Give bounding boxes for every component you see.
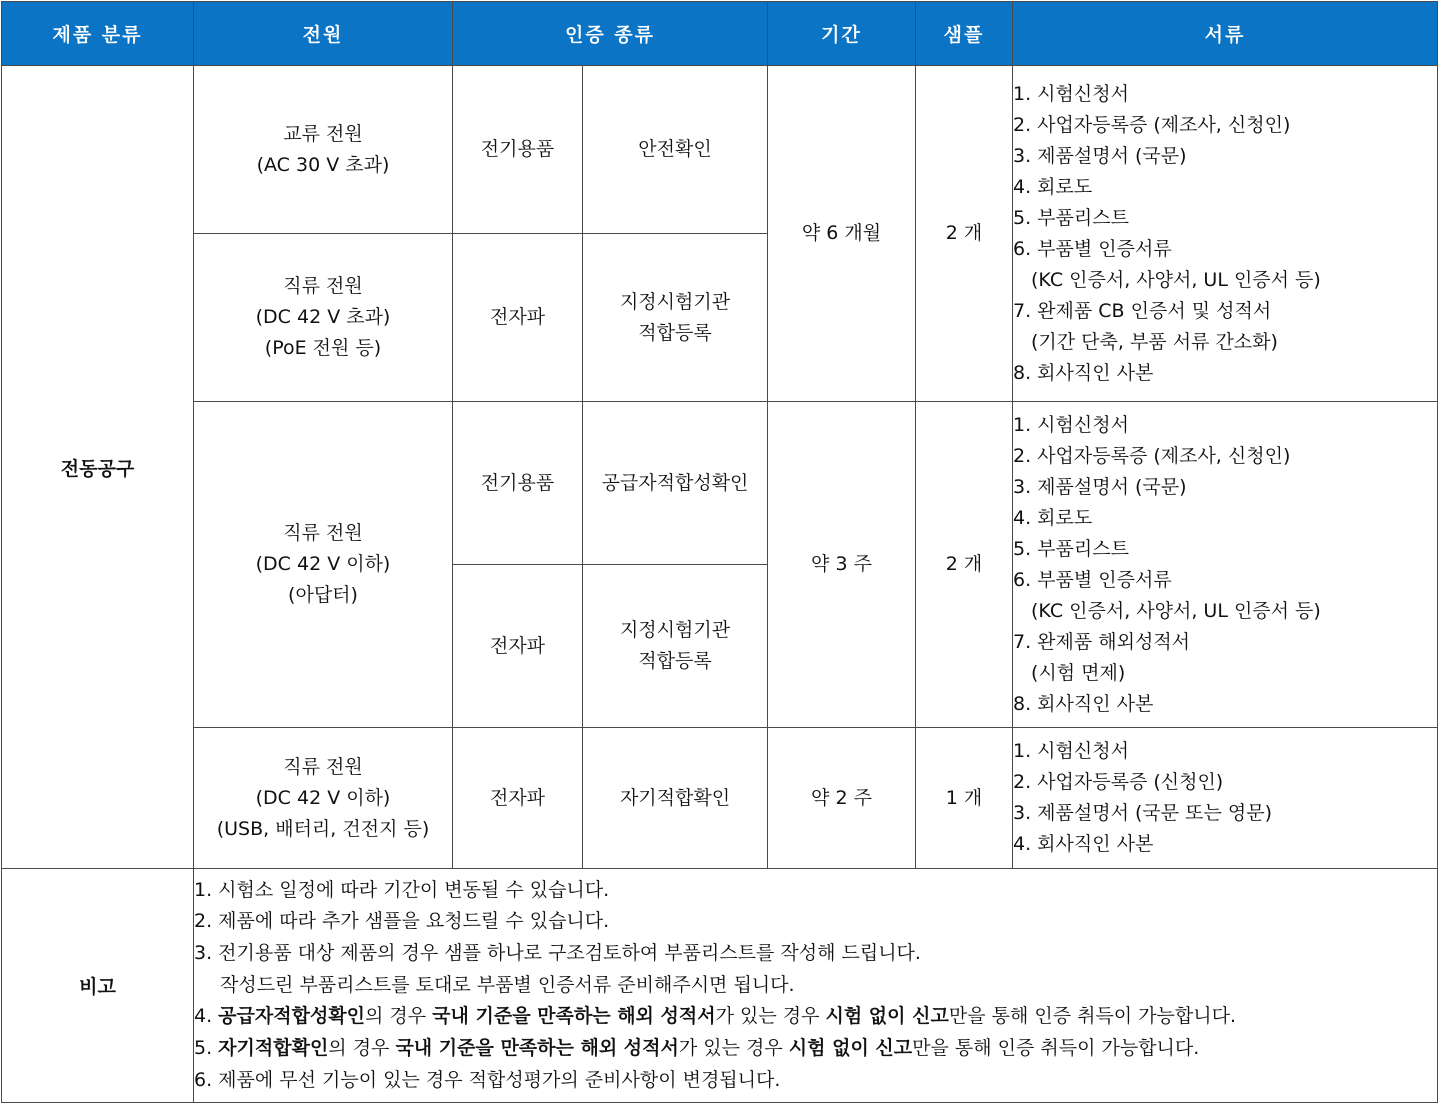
- cert-name-line: 안전확인: [638, 138, 712, 160]
- note-item: 1. 시험소 일정에 따라 기간이 변동될 수 있습니다.: [194, 878, 610, 901]
- header-sample: 샘플: [916, 2, 1013, 66]
- document-item: 3. 제품설명서 (국문 또는 영문): [1013, 802, 1273, 824]
- document-item: 8. 회사직인 사본: [1013, 692, 1154, 715]
- header-cert-type: 인증 종류: [453, 2, 768, 66]
- notes-label: 비고: [2, 869, 194, 1103]
- sample-cell: 2 개: [916, 402, 1013, 728]
- power-line: (AC 30 V 초과): [256, 153, 390, 176]
- product-category-cell: 전동공구: [2, 66, 194, 869]
- note-emphasis: 공급자적합성확인: [218, 1005, 366, 1028]
- period-cell: 약 6 개월: [768, 66, 916, 402]
- power-line: 직류 전원: [283, 275, 363, 297]
- document-item-detail: (시험 면제): [1031, 661, 1126, 684]
- cert-name-line: 공급자적합성확인: [601, 471, 749, 494]
- note-item: 6. 제품에 무선 기능이 있는 경우 적합성평가의 준비사항이 변경됩니다.: [194, 1068, 781, 1091]
- documents-cell: [1013, 402, 1438, 728]
- power-line: 직류 전원: [283, 755, 363, 778]
- note-emphasis: 국내 기준을 만족하는 해외 성적서: [395, 1037, 679, 1060]
- note-text: 만을 통해 인증 취득이 가능합니다.: [912, 1037, 1200, 1060]
- cert-name-cell: [583, 234, 768, 402]
- note-emphasis: 시험 없이 신고: [825, 1005, 949, 1028]
- power-cell: [194, 402, 453, 728]
- document-item-detail: (기간 단축, 부품 서류 간소화): [1031, 330, 1278, 353]
- power-cell: [194, 66, 453, 234]
- cert-name-line: 자기적합확인: [619, 786, 731, 809]
- power-line: 직류 전원: [283, 522, 363, 544]
- table-row: [2, 728, 1438, 869]
- header-row: [2, 2, 1438, 66]
- document-item: 4. 회사직인 사본: [1013, 833, 1154, 855]
- cert-name-line: 적합등록: [638, 650, 712, 672]
- note-text: 가 있는 경우: [715, 1005, 826, 1028]
- document-item: 2. 사업자등록증 (제조사, 신청인): [1013, 113, 1291, 136]
- cert-name-cell: [583, 402, 768, 565]
- power-line: (USB, 배터리, 건전지 등): [216, 817, 430, 840]
- notes-cell: [194, 869, 1438, 1103]
- power-cell: [194, 234, 453, 402]
- header-documents: 서류: [1013, 2, 1438, 66]
- note-emphasis: 시험 없이 신고: [788, 1037, 913, 1060]
- notes-row: [2, 869, 1438, 1103]
- period-cell: 약 3 주: [768, 402, 916, 728]
- period-cell: 약 2 주: [768, 728, 916, 869]
- document-item-detail: (KC 인증서, 사양서, UL 인증서 등): [1031, 599, 1321, 622]
- cert-name-cell: [583, 728, 768, 869]
- cert-name-line: 적합등록: [638, 321, 712, 344]
- cert-category-cell: 전자파: [453, 234, 583, 402]
- note-item: 2. 제품에 따라 추가 샘플을 요청드릴 수 있습니다.: [194, 910, 610, 933]
- documents-cell: [1013, 728, 1438, 869]
- cert-category-cell: 전기용품: [453, 402, 583, 565]
- power-line: (PoE 전원 등): [264, 337, 382, 359]
- note-item: [194, 1001, 1437, 1033]
- note-item-continuation: 작성드린 부품리스트를 토대로 부품별 인증서류 준비해주시면 됩니다.: [220, 973, 795, 996]
- document-item: 5. 부품리스트: [1013, 206, 1129, 229]
- table-row: [2, 66, 1438, 234]
- header-category: 제품 분류: [2, 2, 194, 66]
- power-cell: [194, 728, 453, 869]
- sample-cell: 2 개: [916, 66, 1013, 402]
- cert-category-cell: 전자파: [453, 565, 583, 728]
- document-item: 1. 시험신청서: [1013, 740, 1129, 762]
- cert-name-line: 지정시험기관: [619, 619, 731, 641]
- cert-name-cell: [583, 565, 768, 728]
- power-line: (아답터): [288, 584, 358, 606]
- cert-category-cell: 전자파: [453, 728, 583, 869]
- document-item: 1. 시험신청서: [1013, 413, 1129, 436]
- document-item: 1. 시험신청서: [1013, 82, 1129, 105]
- document-item-detail: (KC 인증서, 사양서, UL 인증서 등): [1031, 268, 1321, 291]
- note-text: 가 있는 경우: [678, 1037, 789, 1060]
- power-line: (DC 42 V 초과): [255, 306, 391, 328]
- document-item: 6. 부품별 인증서류: [1013, 237, 1172, 260]
- cert-name-cell: [583, 66, 768, 234]
- document-item: 2. 사업자등록증 (신청인): [1013, 771, 1224, 793]
- document-item: 3. 제품설명서 (국문): [1013, 144, 1187, 167]
- document-item: 3. 제품설명서 (국문): [1013, 475, 1187, 498]
- note-number: 5.: [194, 1037, 219, 1060]
- header-period: 기간: [768, 2, 916, 66]
- note-text: 만을 통해 인증 취득이 가능합니다.: [948, 1005, 1236, 1028]
- power-line: 교류 전원: [283, 122, 363, 145]
- document-item: 7. 완제품 해외성적서: [1013, 630, 1191, 653]
- document-item: 4. 회로도: [1013, 175, 1093, 198]
- table-row: [2, 402, 1438, 565]
- note-emphasis: 자기적합확인: [218, 1037, 329, 1060]
- document-item: 2. 사업자등록증 (제조사, 신청인): [1013, 444, 1291, 467]
- document-item: 7. 완제품 CB 인증서 및 성적서: [1013, 299, 1272, 322]
- document-item: 4. 회로도: [1013, 506, 1093, 529]
- note-emphasis: 국내 기준을 만족하는 해외 성적서: [432, 1005, 716, 1028]
- document-item: 6. 부품별 인증서류: [1013, 568, 1172, 591]
- certification-table: [1, 1, 1438, 1103]
- documents-cell: [1013, 66, 1438, 402]
- note-text: 의 경우: [365, 1005, 433, 1028]
- power-line: (DC 42 V 이하): [255, 786, 391, 809]
- power-line: (DC 42 V 이하): [255, 553, 391, 575]
- header-power: 전원: [194, 2, 453, 66]
- note-item: [194, 1033, 1437, 1065]
- cert-category-cell: 전기용품: [453, 66, 583, 234]
- note-number: 4.: [194, 1005, 219, 1028]
- note-item: 3. 전기용품 대상 제품의 경우 샘플 하나로 구조검토하여 부품리스트를 작성해 드립니다.: [194, 941, 921, 964]
- document-item: 8. 회사직인 사본: [1013, 361, 1154, 384]
- document-item: 5. 부품리스트: [1013, 537, 1129, 560]
- cert-name-line: 지정시험기관: [619, 290, 731, 313]
- sample-cell: 1 개: [916, 728, 1013, 869]
- note-text: 의 경우: [328, 1037, 396, 1060]
